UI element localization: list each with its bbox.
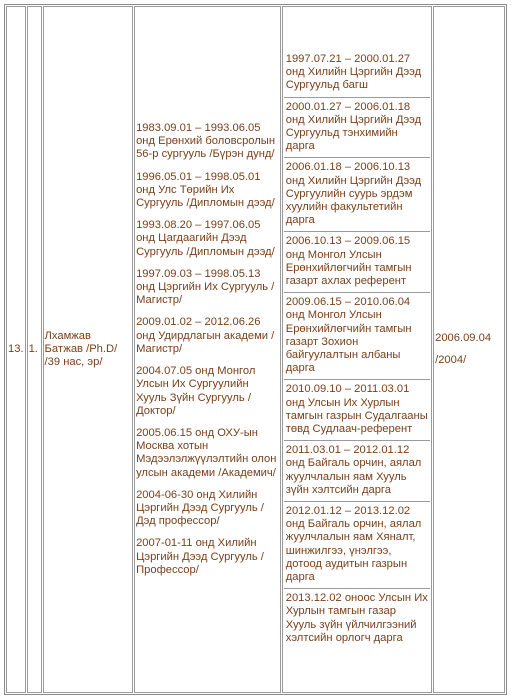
- education-entry: 1996.05.01 – 1998.05.01 онд Улс Төрийн Их Сургууль /Дипломын дээд/: [136, 170, 275, 210]
- career-entry: 1997.07.21 – 2000.01.27 онд Хилийн Цэргийн Дээд Сургуульд багш: [284, 50, 430, 98]
- career-entry: 2013.12.02 оноос Улсын Их Хурлын тамгын газар Хууль зүйн үйлчилгээний хэлтсийн орлогч дарга: [285, 592, 428, 644]
- career-cell: [282, 6, 432, 693]
- candidate-name: Лхамжав Батжав /Ph.D/ /39 нас, эр/: [43, 6, 134, 693]
- education-entry: 1993.08.20 – 1997.06.05 онд Цагдаагийн Дээд Сургууль /Дипломын дээд/: [136, 219, 275, 258]
- education-entry: 2004-06-30 онд Хилийн Цэргийн Дээд Сургууль /Дэд профессор/: [136, 488, 264, 528]
- dates-cell: [433, 6, 505, 693]
- career-entry: 2012.01.12 – 2013.12.02 онд Байгаль орчин, аялал жуулчлалын яам Хяналт, шинжилгээ, үнэлгээ, дотоод аудитын газрын дарга: [284, 502, 430, 589]
- education-entry: 2009.01.02 – 2012.06.26 онд Удирдлагын академи /Магистр/: [136, 316, 275, 355]
- education-entry: 2004.07.05 онд Монгол Улсын Их Сургуулийн Хууль Зүйн Сургууль /Доктор/: [136, 365, 256, 417]
- career-entry: 2009.06.15 – 2010.06.04 онд Монгол Улсын Ерөнхийлөгчийн тамгын газарт Зохион байгуулалтын албаны дарга: [284, 293, 430, 380]
- date-start: 2006.09.04: [435, 332, 492, 345]
- date-end: /2004/: [435, 353, 467, 366]
- education-entry: 2005.06.15 онд ОХУ-ын Москва хотын Мэдээлэлжүүлэлтийн олон улсын академи /Академич/: [136, 426, 277, 479]
- education-entry: 2007-01-11 онд Хилийн Цэргийн Дээд Сургууль /Профессор/: [136, 537, 264, 576]
- career-entry: 2010.09.10 – 2011.03.01 онд Улсын Их Хурлын тамгын газрын Судалгааны төвд Судлаач-референт: [284, 380, 430, 441]
- career-entry: 2011.03.01 – 2012.01.12 онд Байгаль орчин, аялал жуулчлалын яам Хууль зүйн хэлтсийн дарга: [284, 441, 430, 502]
- career-entry: 2006.01.18 – 2006.10.13 онд Хилийн Цэргийн Дээд Сургуулийн суурь эрдэм хуулийн факультетийн дарга: [284, 158, 430, 232]
- biography-table: [4, 4, 507, 695]
- table-row: [6, 6, 505, 693]
- career-entry: 2000.01.27 – 2006.01.18 онд Хилийн Цэргийн Дээд Сургуульд тэнхимийн дарга: [284, 98, 430, 159]
- career-entry: 2006.10.13 – 2009.06.15 онд Монгол Улсын Ерөнхийлөгчийн тамгын газарт ахлах референт: [284, 232, 430, 293]
- education-cell: [134, 6, 281, 693]
- row-index: 1.: [27, 6, 42, 693]
- row-number: 13.: [6, 6, 26, 693]
- education-entry: 1997.09.03 – 1998.05.13 онд Цэргийн Их Сургууль /Магистр/: [136, 267, 275, 307]
- education-entry: 1983.09.01 – 1993.06.05 онд Ерөнхий боловсролын 56-р сургууль /Бүрэн дунд/: [136, 122, 276, 161]
